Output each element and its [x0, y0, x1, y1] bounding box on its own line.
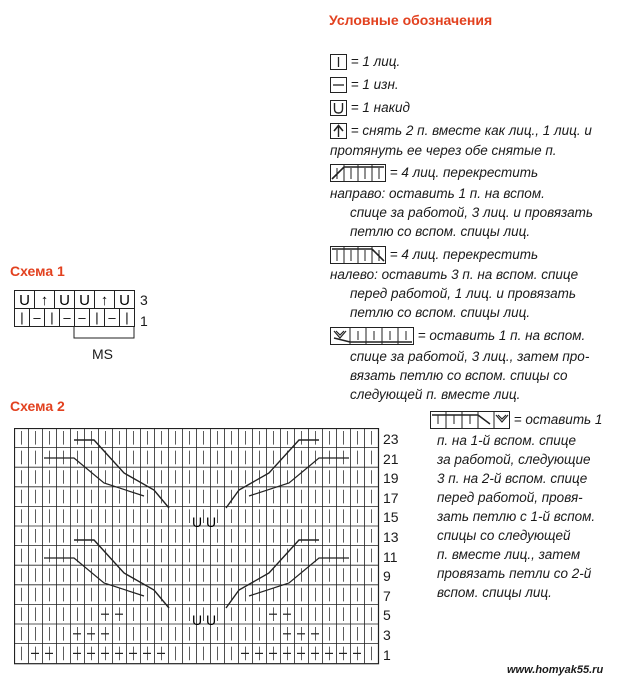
legend-decrease-double-line9: провязать петли со 2-й: [437, 566, 592, 581]
schema1-cell-symbol: |: [95, 310, 99, 325]
schema1-cell-symbol: –: [33, 310, 41, 325]
arrow-up-symbol-icon: [330, 123, 347, 139]
schema1-row3: [15, 291, 135, 310]
legend-title: Условные обозначения: [329, 12, 493, 28]
schema1-cell-symbol: U: [19, 292, 30, 309]
schema1-rownum-3: 3: [140, 292, 148, 308]
schema1-cell-symbol: U: [59, 292, 70, 309]
cross-left-symbol-icon: [330, 246, 386, 264]
schema1-cell-symbol: |: [20, 310, 24, 325]
legend-decrease-double-line10: вспом. спицы лиц.: [437, 585, 552, 600]
schema2-rownum: 19: [383, 470, 399, 487]
schema2-rownum: 7: [383, 587, 391, 604]
schema1-chart: [14, 290, 154, 368]
legend-decrease-double: = оставить 1: [430, 410, 602, 429]
legend-decrease-right-line2: спице за работой, 3 лиц., затем про-: [350, 349, 590, 364]
legend-decrease-double-line6: зать петлю с 1-й вспом.: [437, 509, 596, 524]
legend-decrease-double-line3: за работой, следующие: [437, 452, 591, 467]
legend-decrease-right-line4: следующей п. вместе лиц.: [350, 387, 521, 402]
schema1-cell-symbol: |: [50, 310, 54, 325]
schema1-title: Схема 1: [10, 263, 65, 279]
legend-cross-left: = 4 лиц. перекрестить: [330, 245, 538, 264]
schema2-rownum: 9: [383, 568, 391, 585]
legend-knit: = 1 лиц.: [330, 52, 400, 71]
schema2-yarn-over-5a: U: [191, 612, 203, 628]
legend-decrease-double-line8: п. вместе лиц., затем: [437, 547, 581, 562]
legend-cross-left-line3: перед работой, 1 лиц. и провязать: [350, 286, 576, 301]
purl-symbol-icon: [330, 77, 347, 93]
legend-decrease-right-line3: вязать петлю со вспом. спицы со: [350, 368, 568, 383]
schema2-yarn-over-5b: U: [205, 612, 217, 628]
schema2-rownum: 17: [383, 489, 399, 506]
decrease-double-symbol-icon: [430, 411, 510, 429]
schema2-rownum: 11: [383, 548, 398, 565]
legend-cross-left-line2: налево: оставить 3 п. на вспом. спице: [330, 267, 579, 282]
schema2-rownum: 13: [383, 529, 399, 545]
schema2-rownum: 1: [383, 646, 391, 663]
legend-cross-right-line4: петлю со вспом. спицы лиц.: [350, 224, 531, 239]
legend-cross-right-line3: спице за работой, 3 лиц. и провязать: [350, 205, 594, 220]
legend-decrease-double-line2: п. на 1-й вспом. спице: [437, 433, 576, 448]
schema2-title: Схема 2: [10, 398, 65, 414]
schema2-rownum: 15: [383, 509, 399, 526]
legend-decrease-double-line5: перед работой, провя-: [437, 490, 583, 505]
schema2-chart: [14, 428, 380, 674]
legend-decrease-double-line7: спицы со следующей: [437, 528, 571, 543]
ms-label: MS: [92, 346, 113, 362]
ms-bracket: [74, 326, 134, 338]
cross-right-symbol-icon: [330, 164, 386, 182]
legend-decrease-double-line4: 3 п. на 2-й вспом. спице: [437, 471, 588, 486]
schema1-cell-symbol: U: [79, 292, 90, 309]
legend-double-decrease-line2: протянуть ее через обе снятые п.: [330, 143, 557, 158]
schema2-rownum: 3: [383, 627, 391, 643]
legend-cross-right-line2: направо: оставить 1 п. на вспом.: [330, 186, 545, 201]
knit-symbol-icon: [330, 54, 347, 70]
schema2-rownum: 5: [383, 607, 391, 624]
schema1-cell-symbol: –: [78, 310, 86, 325]
legend-double-decrease: = снять 2 п. вместе как лиц., 1 лиц. и: [330, 121, 592, 140]
legend-cross-right: = 4 лиц. перекрестить: [330, 163, 538, 182]
schema1-cell-symbol: U: [119, 292, 130, 309]
schema2-yarn-over-15a: U: [191, 514, 203, 530]
watermark: www.homyak55.ru: [507, 664, 604, 676]
schema2-grid: [14, 428, 379, 664]
legend-cross-left-line4: петлю со вспом. спицы лиц.: [350, 305, 531, 320]
yarn-over-symbol-icon: [330, 100, 347, 116]
schema1-cell-symbol: |: [125, 310, 129, 325]
schema2-rownum: 21: [383, 450, 399, 467]
legend-decrease-right: = оставить 1 п. на вспом.: [330, 326, 585, 345]
schema1-rownum-1: 1: [140, 313, 148, 329]
legend-yarn-over: = 1 накид: [330, 98, 410, 117]
schema1-row1: [15, 309, 135, 327]
schema1-cell-symbol: ↑: [40, 292, 49, 309]
schema1-cell-symbol: –: [63, 310, 71, 325]
schema2-rownum: 23: [383, 431, 399, 447]
decrease-right-symbol-icon: [330, 327, 414, 345]
schema1-cell-symbol: ↑: [100, 292, 109, 309]
schema2-yarn-over-15b: U: [205, 514, 217, 530]
schema1-cell-symbol: –: [108, 310, 116, 325]
legend-purl: = 1 изн.: [330, 75, 399, 94]
